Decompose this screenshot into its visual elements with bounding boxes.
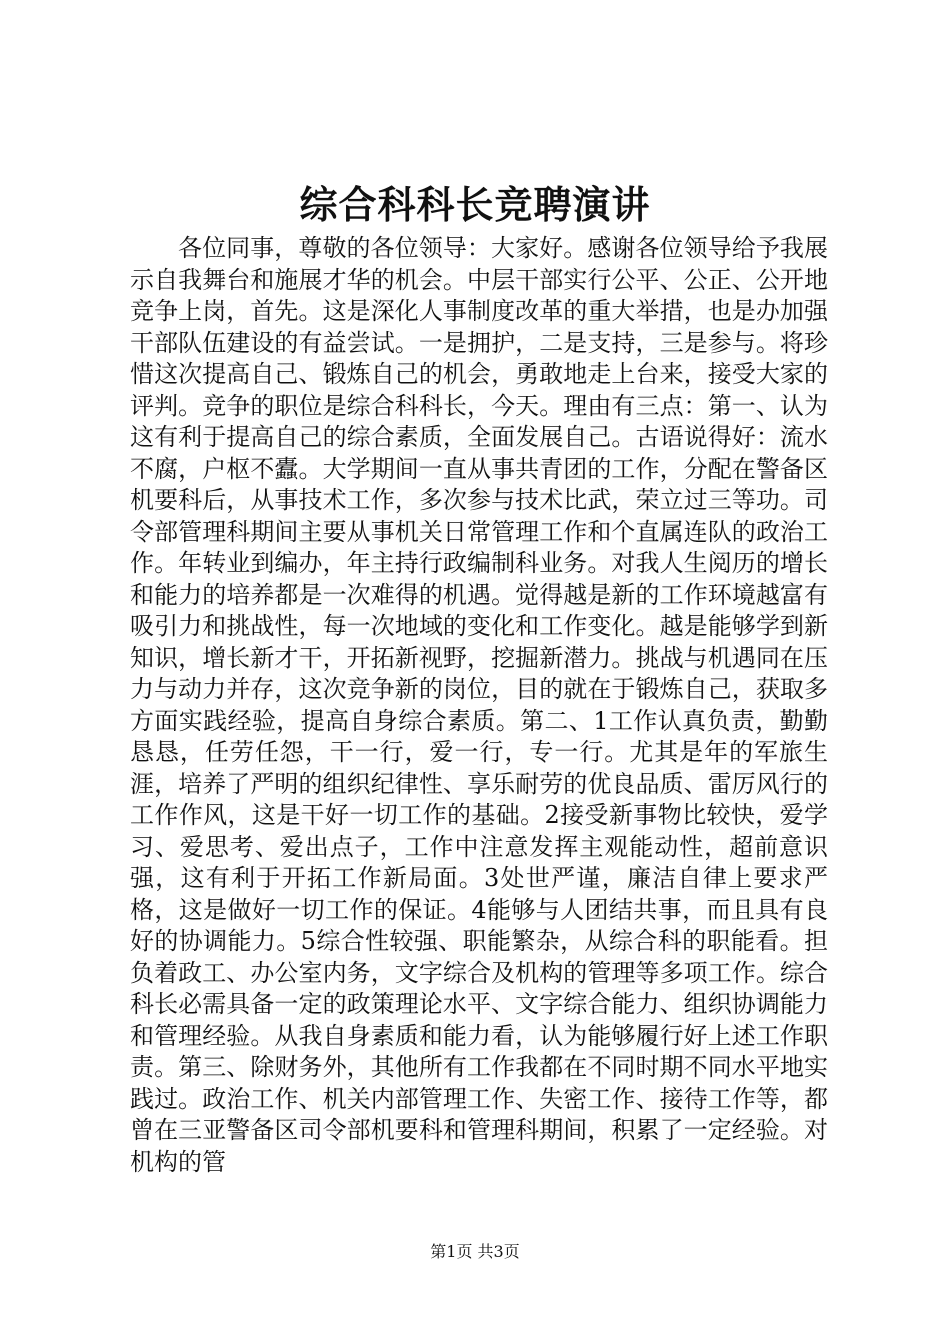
document-title: 综合科科长竞聘演讲 [299, 182, 651, 227]
page-number-footer: 第1页 共3页 [430, 1242, 520, 1261]
document-body-paragraph: 各位同事，尊敬的各位领导：大家好。感谢各位领导给予我展示自我舞台和施展才华的机会。中层干部实行公平、公正、公开地竞争上岗，首先。这是深化人事制度改革的重大举措，也是办加强干部队伍建设的有益尝试。一是拥护，二是支持，三是参与。将珍惜这次提高自己、锻炼自己的机会，勇敢地走上台来，接受大家的评判。竞争的职位是综合科科长，今天。理由有三点：第一、认为这有利于提高自己的综合素质，全面发展自己。古语说得好：流水不腐，户枢不蠹。大学期间一直从事共青团的工作，分配在警备区机要科后，从事技术工作，多次参与技术比武，荣立过三等功。司令部管理科期间主要从事机关日常管理工作和个直属连队的政治工作。年转业到编办，年主持行政编制科业务。对我人生阅历的增长和能力的培养都是一次难得的机遇。觉得越是新的工作环境越富有吸引力和挑战性，每一次地域的变化和工作变化。越是能够学到新知识，增长新才干，开拓新视野，挖掘新潜力。挑战与机遇同在压力与动力并存，这次竞争新的岗位，目的就在于锻炼自己，获取多方面实践经验，提高自身综合素质。第二、1工作认真负责，勤勤恳恳，任劳任怨，干一行，爱一行，专一行。尤其是年的军旅生涯，培养了严明的组织纪律性、享乐耐劳的优良品质、雷厉风行的工作作风，这是干好一切工作的基础。2接受新事物比较快，爱学习、爱思考、爱出点子，工作中注意发挥主观能动性，超前意识强，这有利于开拓工作新局面。3处世严谨，廉洁自律上要求严格，这是做好一切工作的保证。4能够与人团结共事，而且具有良好的协调能力。5综合性较强、职能繁杂，从综合科的职能看。担负着政工、办公室内务，文字综合及机构的管理等多项工作。综合科长必需具备一定的政策理论水平、文字综合能力、组织协调能力和管理经验。从我自身素质和能力看，认为能够履行好上述工作职责。第三、除财务外，其他所有工作我都在不同时期不同水平地实践过。政治工作、机关内部管理工作、失密工作、接待工作等，都曾在三亚警备区司令部机要科和管理科期间，积累了一定经验。对机构的管 [130, 234, 828, 1176]
